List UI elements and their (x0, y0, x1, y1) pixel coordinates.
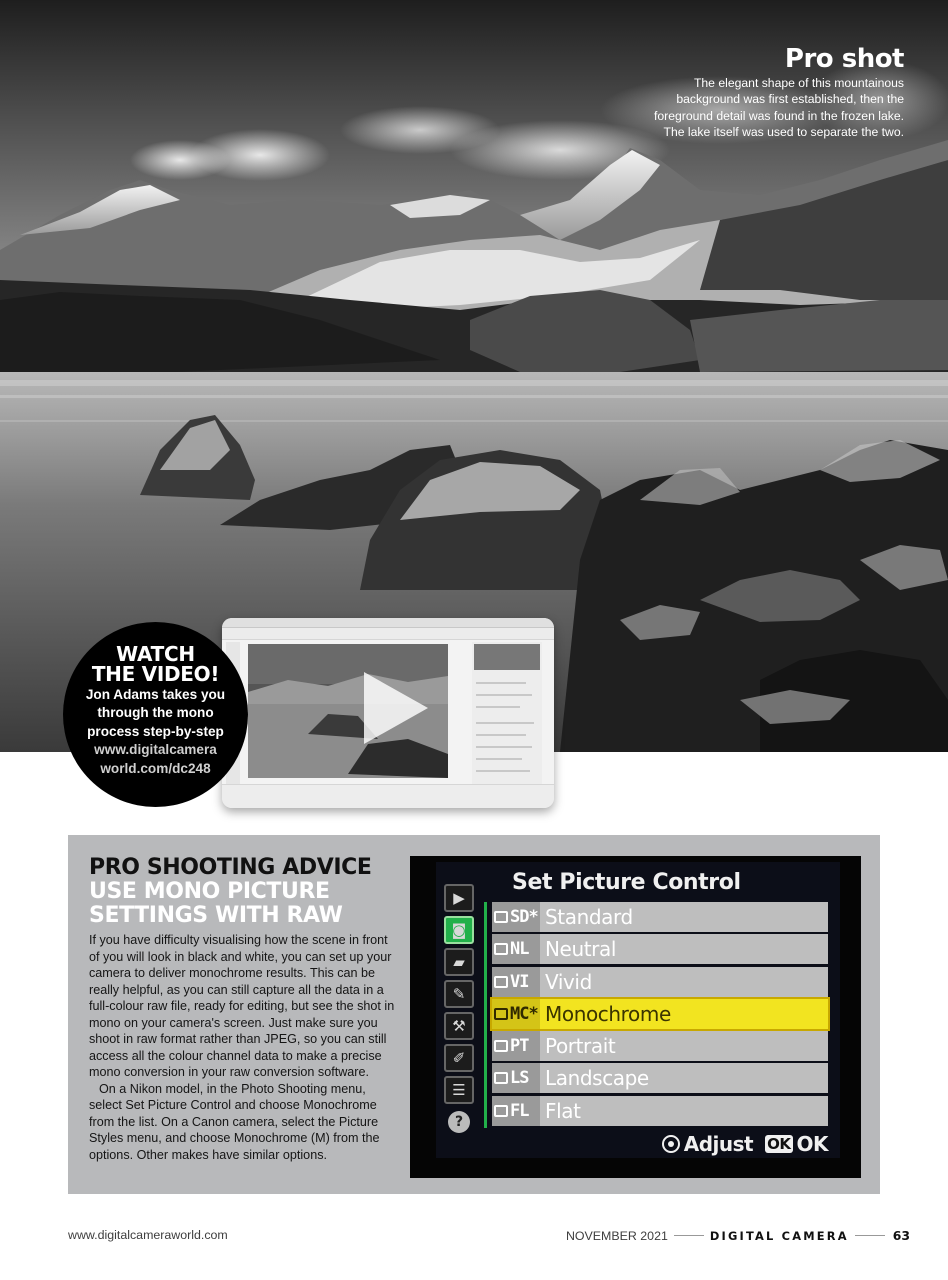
panel-slider (476, 706, 520, 708)
picture-control-label: Portrait (545, 1034, 616, 1059)
watch-title-line2: THE VIDEO! (91, 662, 220, 686)
camera-menu-tabs (444, 884, 474, 1140)
app-footer (222, 784, 554, 808)
multi-selector-icon (662, 1135, 680, 1153)
footer-divider (855, 1235, 885, 1236)
panel-slider (476, 758, 522, 760)
picture-control-item: PT Portrait (492, 1031, 828, 1061)
watch-description (81, 686, 230, 778)
panel-slider (476, 746, 532, 748)
video-thumbnail[interactable] (222, 618, 554, 808)
pencil-icon: ✎ (444, 980, 474, 1008)
watch-text-line: through the mono (97, 705, 214, 721)
histogram (474, 644, 540, 670)
retouch-icon: ✐ (444, 1044, 474, 1072)
pro-shot-text: The elegant shape of this mountainous background was first established, then the foreground detail was found in the frozen lake. The lake itself was used to separate the two. (653, 76, 904, 140)
picture-control-label: Neutral (545, 937, 617, 962)
picture-control-list (484, 902, 828, 1128)
footer-folio (566, 1228, 910, 1243)
pro-shot-caption (644, 44, 904, 141)
advice-kicker: PRO SHOOTING ADVICE (89, 855, 372, 880)
picture-control-label: Landscape (545, 1066, 649, 1091)
camera-screen-photo (410, 856, 861, 1178)
wrench-icon: ⚒ (444, 1012, 474, 1040)
advice-title: USE MONO PICTURE SETTINGS WITH RAW (89, 879, 343, 928)
picture-control-item: LS Landscape (492, 1063, 828, 1093)
advice-paragraph: On a Nikon model, in the Photo Shooting menu, select Set Picture Control and choose Monochrome from the list. On a Canon camera, select the Picture Styles menu, and choose Monochrome (M) from the options. Other makes have similar options. (89, 1081, 380, 1162)
movie-icon: ▰ (444, 948, 474, 976)
picture-control-label: Flat (545, 1098, 581, 1123)
play-icon[interactable] (362, 670, 430, 746)
watch-text-line: process step-by-step (87, 723, 224, 739)
camera-menu (436, 862, 840, 1158)
adjust-label: Adjust (683, 1132, 754, 1156)
watch-text-line: Jon Adams takes you (85, 687, 226, 702)
app-tabbar (222, 628, 554, 640)
panel-slider (476, 694, 532, 696)
pro-shooting-advice-box (68, 835, 880, 1194)
picture-control-item-selected: MC* Monochrome (492, 999, 828, 1029)
panel-slider (476, 734, 526, 736)
advice-body (89, 932, 395, 1163)
picture-control-item: FL Flat (492, 1096, 828, 1126)
picture-control-item: NL Neutral (492, 934, 828, 964)
advice-paragraph: If you have difficulty visualising how the scene in front of you will look in black and white, you can set up your camera to deliver monochrome results. This can be really helpful, as you can still capture all the data in a full-colour raw file, ready for editing, but see the shot in mono on your camera's screen. Just make sure you shoot in raw format rather than JPEG, so you can still access all the colour channel data to make a precise mono conversion in your raw conversion software. (89, 933, 395, 1079)
page-number: 63 (892, 1228, 910, 1243)
camera-icon: ◙ (444, 916, 474, 944)
my-menu-icon: ☰ (444, 1076, 474, 1104)
help-icon: ? (444, 1108, 474, 1136)
playback-icon: ▶ (444, 884, 474, 912)
panel-slider (476, 722, 534, 724)
watch-title-line1: WATCH (116, 642, 195, 666)
footer-magazine: DIGITAL CAMERA (709, 1228, 849, 1243)
footer-website[interactable]: www.digitalcameraworld.com (68, 1228, 228, 1242)
camera-menu-title: Set Picture Control (512, 870, 741, 895)
ok-label: OK (796, 1132, 828, 1156)
adjustment-panel (472, 642, 542, 792)
picture-control-item: VI Vivid (492, 967, 828, 997)
watch-video-badge[interactable] (63, 622, 248, 807)
picture-control-label: Standard (545, 905, 633, 929)
panel-slider (476, 770, 530, 772)
watch-url-line[interactable]: world.com/dc248 (100, 760, 211, 776)
page-footer (68, 1228, 910, 1244)
pro-shot-title: Pro shot (784, 44, 904, 74)
advice-heading (89, 856, 409, 928)
footer-divider (674, 1235, 704, 1236)
watch-url-line[interactable]: www.digitalcamera (94, 742, 217, 758)
camera-menu-footer (662, 1132, 828, 1156)
app-menubar (222, 618, 554, 628)
picture-control-label: Monochrome (545, 1001, 671, 1026)
panel-slider (476, 682, 526, 684)
footer-date: NOVEMBER 2021 (565, 1228, 668, 1243)
ok-button-icon: OK (767, 1135, 791, 1153)
picture-control-label: Vivid (545, 969, 592, 994)
picture-control-item: SD* Standard (492, 902, 828, 932)
